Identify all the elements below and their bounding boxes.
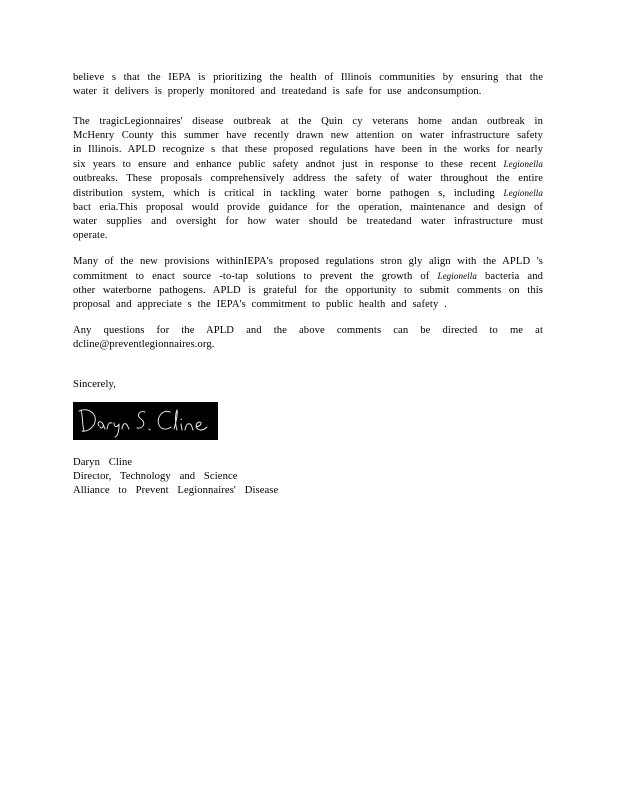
italic-term: Legionella [437, 271, 477, 281]
italic-term: Legionella [503, 188, 544, 198]
text-segment: distribution system, which is critical in tackling water borne pathogen s, including [73, 188, 495, 199]
text-segment: bacteria and [485, 271, 543, 282]
signature-block [73, 456, 543, 498]
paragraph-1 [73, 71, 543, 99]
text-line: water supplies and oversight for how water should be treatedand water infrastructure must [73, 216, 543, 227]
text-line [73, 157, 543, 172]
signer-title: Director, Technology and Science [73, 471, 238, 482]
signer-organization: Alliance to Prevent Legionnaires' Disease [73, 485, 279, 496]
paragraph-2 [73, 115, 543, 243]
letter-body [73, 71, 543, 498]
handwritten-signature [73, 402, 218, 440]
text-line: water it delivers is properly monitored and treatedand is safe for use andconsumption. [73, 86, 482, 97]
closing-text: Sincerely, [73, 379, 116, 390]
text-segment: commitment to enact source -to-tap solutions to prevent the growth of [73, 271, 430, 282]
text-line: The tragicLegionnaires' disease outbreak at the Quin cy veterans home andan outbreak in [73, 116, 543, 127]
signer-name: Daryn Cline [73, 457, 133, 468]
text-line: believe s that the IEPA is prioritizing the health of Illinois communities by ensuring that the [73, 72, 543, 83]
italic-term: Legionella [503, 159, 543, 169]
text-line: Any questions for the APLD and the above comments can be directed to me at [73, 325, 543, 336]
paragraph-3 [73, 255, 543, 312]
text-line [73, 269, 543, 284]
closing [73, 378, 543, 392]
text-line [73, 186, 543, 201]
text-line: proposal and appreciate s the IEPA's commitment to public health and safety . [73, 299, 447, 310]
text-segment: six years to ensure and enhance public safety andnot just in response to these recent [73, 159, 497, 170]
email-link[interactable]: dcline@preventlegionnaires.org. [73, 339, 215, 350]
text-line: bact eria.This proposal would provide guidance for the operation, maintenance and design of [73, 202, 543, 213]
text-line: outbreaks. These proposals comprehensively address the safety of water throughout the entire [73, 173, 543, 184]
text-line: operate. [73, 230, 108, 241]
text-line: Many of the new provisions withinIEPA's proposed regulations stron gly align with the APLD 's [73, 256, 543, 267]
text-line: in Illinois. APLD recognize s that these proposed regulations have been in the works for nearly [73, 144, 543, 155]
paragraph-4 [73, 324, 543, 352]
signature-image [73, 402, 218, 440]
text-line: other waterborne pathogens. APLD is grateful for the opportunity to submit comments on this [73, 285, 543, 296]
text-line: McHenry County this summer have recently drawn new attention on water infrastructure safety [73, 130, 543, 141]
